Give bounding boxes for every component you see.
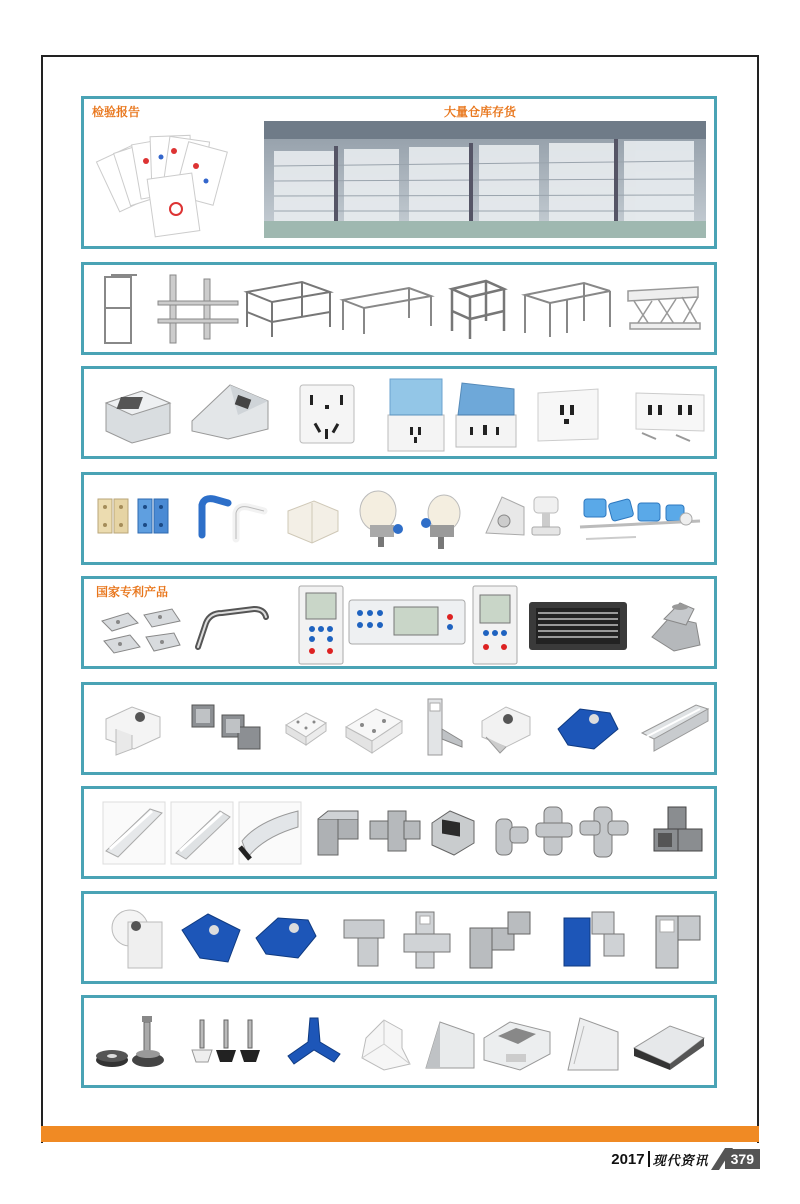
leveling-foot-pair bbox=[92, 1012, 174, 1070]
wedge-end-cap-2 bbox=[564, 1014, 622, 1074]
white-socket-connector bbox=[476, 699, 534, 757]
footer-divider bbox=[648, 1151, 650, 1167]
wedge-end-cap-1 bbox=[422, 1018, 478, 1072]
white-round-connector bbox=[108, 906, 168, 970]
panel-patent-products bbox=[81, 576, 717, 669]
caster-wheel-2 bbox=[416, 491, 468, 555]
chrome-pull-handle bbox=[192, 603, 272, 653]
issue-year: 2017 bbox=[611, 1150, 645, 1168]
universal-socket-plate bbox=[532, 383, 604, 445]
silver-tee-joint-1 bbox=[466, 908, 536, 970]
round-cross-joint-2 bbox=[534, 803, 574, 859]
profile-end-bracket bbox=[420, 695, 466, 759]
grey-three-way-joint bbox=[650, 803, 706, 861]
leveling-foot-white bbox=[528, 493, 564, 541]
workbench-frame-1 bbox=[242, 277, 332, 339]
wedge-end-cap-dark bbox=[630, 1020, 708, 1072]
round-cross-joint-1 bbox=[492, 809, 532, 861]
warehouse-photo bbox=[264, 121, 706, 238]
socket-box-1 bbox=[102, 383, 174, 445]
cube-frame bbox=[446, 275, 508, 341]
handle-pair bbox=[194, 491, 270, 545]
panel-connectors-1 bbox=[81, 682, 717, 775]
control-panel-vertical-1 bbox=[298, 585, 344, 665]
control-panel-vertical-2 bbox=[472, 585, 518, 665]
blue-cable-clips bbox=[576, 493, 704, 547]
round-cross-joint-3 bbox=[578, 803, 630, 861]
label-warehouse-stock: 大量仓库存货 bbox=[444, 105, 517, 119]
double-socket-plate bbox=[632, 387, 708, 445]
rail-profile-3 bbox=[238, 801, 302, 865]
white-mount-plate-1 bbox=[282, 707, 328, 751]
blue-hinge bbox=[136, 497, 172, 535]
tall-frame-rack bbox=[99, 273, 139, 347]
page-number: 379 bbox=[725, 1149, 760, 1169]
silver-tee-joint-2 bbox=[650, 908, 706, 972]
grey-bracket-wheel bbox=[482, 493, 528, 539]
blue-corner-joint bbox=[560, 908, 630, 970]
panel-frames bbox=[81, 262, 717, 355]
wall-socket-five-pin bbox=[298, 383, 356, 445]
aluminum-rail-profile bbox=[640, 699, 710, 755]
label-patent-products: 国家专利产品 bbox=[96, 585, 169, 599]
white-three-way-connector bbox=[354, 1014, 414, 1074]
inspection-report-documents bbox=[96, 121, 246, 239]
angled-desk-box bbox=[480, 1016, 554, 1074]
publication-name: 现代资讯 bbox=[652, 1153, 709, 1169]
blue-tee-connector-2 bbox=[252, 908, 320, 968]
upright-shelf-frame bbox=[156, 271, 241, 347]
floor-socket-blue-lid-1 bbox=[386, 375, 446, 453]
louver-vent-grille bbox=[528, 601, 628, 651]
panel-profiles-joints bbox=[81, 786, 717, 879]
caster-wheel-1 bbox=[352, 489, 410, 555]
panel-feet-covers bbox=[81, 995, 717, 1088]
beige-hinge bbox=[96, 497, 132, 535]
label-inspection-reports: 检验报告 bbox=[92, 105, 141, 119]
silver-elbow-joint bbox=[340, 910, 390, 968]
blue-socket-connector bbox=[554, 699, 622, 757]
aluminum-tee-joint bbox=[314, 805, 362, 859]
aluminum-cross-joint bbox=[366, 803, 422, 859]
dark-corner-joint bbox=[428, 803, 480, 859]
blue-three-way-connector bbox=[284, 1014, 344, 1076]
floor-socket-blue-lid-2 bbox=[452, 379, 520, 449]
blue-tee-connector-1 bbox=[178, 908, 244, 968]
white-hinge bbox=[284, 497, 340, 547]
bottom-accent-bar bbox=[41, 1126, 759, 1142]
panel-sockets bbox=[81, 366, 717, 459]
long-bench-frame bbox=[522, 277, 612, 339]
leveling-mount-base bbox=[646, 597, 704, 653]
silver-cross-joint bbox=[402, 908, 452, 972]
metal-hinge-brackets bbox=[98, 601, 184, 661]
panel-hinges-casters bbox=[81, 472, 717, 565]
page-footer bbox=[611, 1148, 760, 1170]
rail-profile-1 bbox=[102, 801, 166, 865]
rail-profile-2 bbox=[170, 801, 234, 865]
white-mount-plate-2 bbox=[342, 703, 406, 759]
workbench-frame-2 bbox=[339, 280, 434, 335]
control-panel-horizontal bbox=[348, 599, 466, 645]
panel-connectors-2 bbox=[81, 891, 717, 984]
panel-reports-warehouse bbox=[81, 96, 717, 249]
white-tee-connector bbox=[102, 699, 164, 757]
folding-trestle bbox=[624, 283, 704, 335]
adjustable-feet-set bbox=[186, 1016, 266, 1070]
socket-box-2 bbox=[190, 381, 270, 441]
grey-corner-connector bbox=[186, 699, 264, 755]
